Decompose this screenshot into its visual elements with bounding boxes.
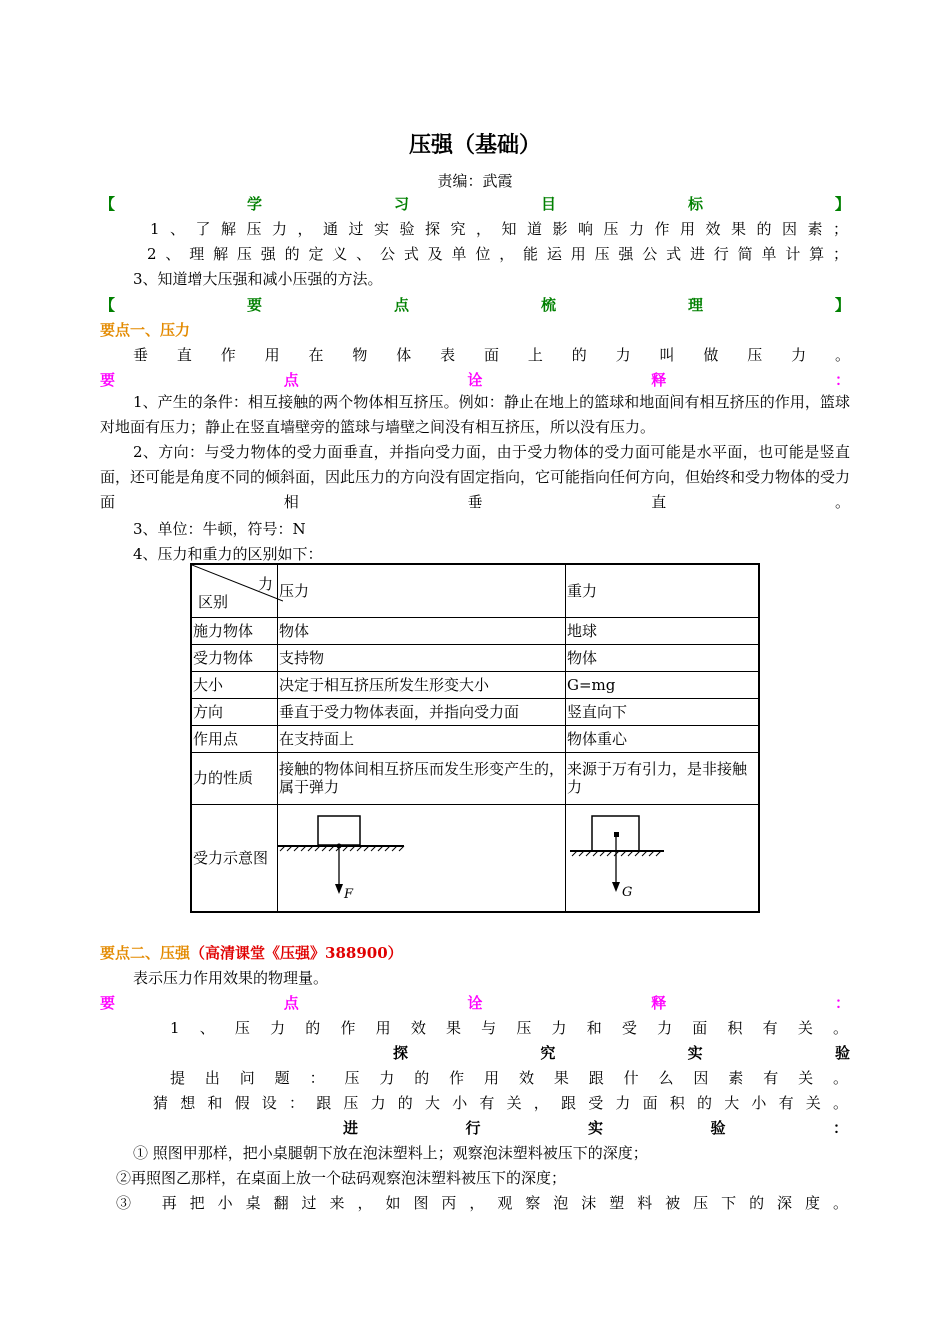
bracket-right: 】 xyxy=(834,296,850,314)
heading-char: 实 xyxy=(687,1044,767,1062)
point1-para1: 1、产生的条件：相互接触的两个物体相互挤压。例如：静止在地上的篮球和地面间有相互挤压的作用，篮球对地面有压力；静止在竖直墙壁旁的篮球与墙壁之间没有相互挤压，所以没有压力。 xyxy=(100,393,850,436)
heading-char: 验 xyxy=(834,1044,850,1062)
goal-item-3: 3、知道增大压强和减小压强的方法。 xyxy=(133,270,383,288)
corner-cell xyxy=(191,564,278,617)
point2-explain-heading xyxy=(100,992,850,1013)
heading-char: 行 xyxy=(465,1119,532,1137)
pressure-gravity-table xyxy=(190,563,760,913)
table-row xyxy=(191,671,759,698)
table-row xyxy=(191,725,759,752)
goal-item-1: 1、了解压力，通过实验探究，知道影响压力作用效果的因素； xyxy=(150,220,848,238)
gravity-arrow-head xyxy=(612,882,620,892)
row-label: 作用点 xyxy=(191,725,278,752)
force-label-f: F xyxy=(344,886,354,902)
row-pressure: 接触的物体间相互挤压而发生形变产生的，属于弹力 xyxy=(278,752,566,804)
question-line: 提出问题：压力的作用效果跟什么因素有关。 xyxy=(170,1069,848,1087)
point1-heading: 要点一、压力 xyxy=(100,321,191,339)
block xyxy=(318,816,360,845)
heading-char: 学 xyxy=(246,195,326,213)
heading-char: 点 xyxy=(283,994,381,1012)
bracket-right: 】 xyxy=(834,195,850,213)
heading-char: 诠 xyxy=(467,371,565,389)
step-2: ②再照图乙那样，在桌面上放一个砝码观察泡沫塑料被压下的深度； xyxy=(116,1169,567,1187)
do-experiment-heading xyxy=(343,1117,848,1138)
heading-char: 验 xyxy=(710,1119,777,1137)
pressure-force-diagram xyxy=(278,806,565,910)
point2-heading-red: （高清课堂《压强》388900） xyxy=(190,944,403,962)
pressure-diagram-cell xyxy=(278,804,566,912)
point1-para4: 4、压力和重力的区别如下： xyxy=(133,545,323,563)
table-row xyxy=(191,698,759,725)
point2-heading-main: 要点二、压强 xyxy=(100,944,191,962)
hypothesis-line: 猜想和假设：跟压力的大小有关，跟受力面积的大小有关。 xyxy=(153,1094,848,1112)
heading-char: ： xyxy=(834,371,850,389)
editor-line: 责编：武霞 xyxy=(437,172,513,190)
corner-bottom-label: 区别 xyxy=(198,592,229,611)
heading-char: 释 xyxy=(651,994,748,1012)
force-arrow-head xyxy=(335,884,343,894)
row-pressure: 支持物 xyxy=(278,644,566,671)
force-label-g: G xyxy=(622,884,633,900)
gravity-diagram-cell xyxy=(566,804,760,912)
row-gravity: 地球 xyxy=(566,617,760,644)
center-of-gravity xyxy=(614,832,619,837)
heading-char: 习 xyxy=(393,195,473,213)
row-pressure: 物体 xyxy=(278,617,566,644)
row-label: 力的性质 xyxy=(191,752,278,804)
heading-char: 诠 xyxy=(467,994,565,1012)
bracket-left: 【 xyxy=(100,195,179,213)
heading-char: 点 xyxy=(283,371,381,389)
table-row xyxy=(191,617,759,644)
row-pressure: 垂直于受力物体表面，并指向受力面 xyxy=(278,698,566,725)
point1-para2: 2、方向：与受力物体的受力面垂直，并指向受力面，由于受力物体的受力面可能是水平面，也可能是竖直面，还可能是角度不同的倾斜面，因此压力的方向没有固定指向，它可能指向任何方向，但始终和受力物体的受力面相垂直。 xyxy=(100,443,851,511)
heading-char: 要 xyxy=(246,296,326,314)
heading-char: 要 xyxy=(100,994,197,1012)
header-gravity: 重力 xyxy=(566,564,760,617)
corner-top-label: 力 xyxy=(257,575,273,593)
point1-para3: 3、单位：牛顿，符号：N xyxy=(133,520,306,538)
heading-char: ： xyxy=(832,1119,848,1137)
row-label: 大小 xyxy=(191,671,278,698)
point1-explain-heading xyxy=(100,369,850,390)
heading-char: 梳 xyxy=(540,296,620,314)
heading-char: 进 xyxy=(343,1119,410,1137)
header-pressure: 压力 xyxy=(278,564,566,617)
heading-char: 实 xyxy=(587,1119,655,1137)
heading-char: 点 xyxy=(393,296,473,314)
point2-definition: 表示压力作用效果的物理量。 xyxy=(133,969,329,987)
table-row-diagram xyxy=(191,804,759,912)
key-points-heading xyxy=(100,294,850,315)
row-gravity: G=mg xyxy=(566,671,760,698)
gravity-force-diagram xyxy=(566,806,758,910)
heading-char: 理 xyxy=(687,296,767,314)
explore-heading xyxy=(393,1042,850,1063)
row-label: 施力物体 xyxy=(191,617,278,644)
row-label: 方向 xyxy=(191,698,278,725)
row-label: 受力示意图 xyxy=(191,804,278,912)
row-gravity: 来源于万有引力，是非接触力 xyxy=(566,752,760,804)
row-pressure: 在支持面上 xyxy=(278,725,566,752)
point2-heading xyxy=(100,942,850,963)
table-header-row xyxy=(191,564,759,617)
row-label: 受力物体 xyxy=(191,644,278,671)
row-gravity: 物体重心 xyxy=(566,725,760,752)
heading-char: 释 xyxy=(651,371,748,389)
heading-char: ： xyxy=(834,994,850,1012)
row-gravity: 竖直向下 xyxy=(566,698,760,725)
goal-item-2: 2、理解压强的定义、公式及单位，能运用压强公式进行简单计算； xyxy=(147,245,848,263)
row-pressure: 决定于相互挤压所发生形变大小 xyxy=(278,671,566,698)
point2-item1: 1、压力的作用效果与压力和受力面积有关。 xyxy=(170,1019,848,1037)
heading-char: 标 xyxy=(687,195,767,213)
heading-char: 目 xyxy=(540,195,620,213)
heading-char: 要 xyxy=(100,371,197,389)
step-1: ① 照图甲那样，把小桌腿朝下放在泡沫塑料上；观察泡沫塑料被压下的深度； xyxy=(133,1144,648,1162)
point1-definition: 垂直作用在物体表面上的力叫做压力。 xyxy=(133,346,850,364)
heading-char: 究 xyxy=(540,1044,619,1062)
table-row xyxy=(191,644,759,671)
bracket-left: 【 xyxy=(100,296,179,314)
heading-char: 探 xyxy=(393,1044,472,1062)
learning-goals-heading xyxy=(100,193,850,214)
step-3: ③ 再把小桌翻过来，如图丙，观察泡沫塑料被压下的深度。 xyxy=(116,1194,848,1212)
row-gravity: 物体 xyxy=(566,644,760,671)
table-row xyxy=(191,752,759,804)
page-title: 压强（基础） xyxy=(408,132,541,158)
